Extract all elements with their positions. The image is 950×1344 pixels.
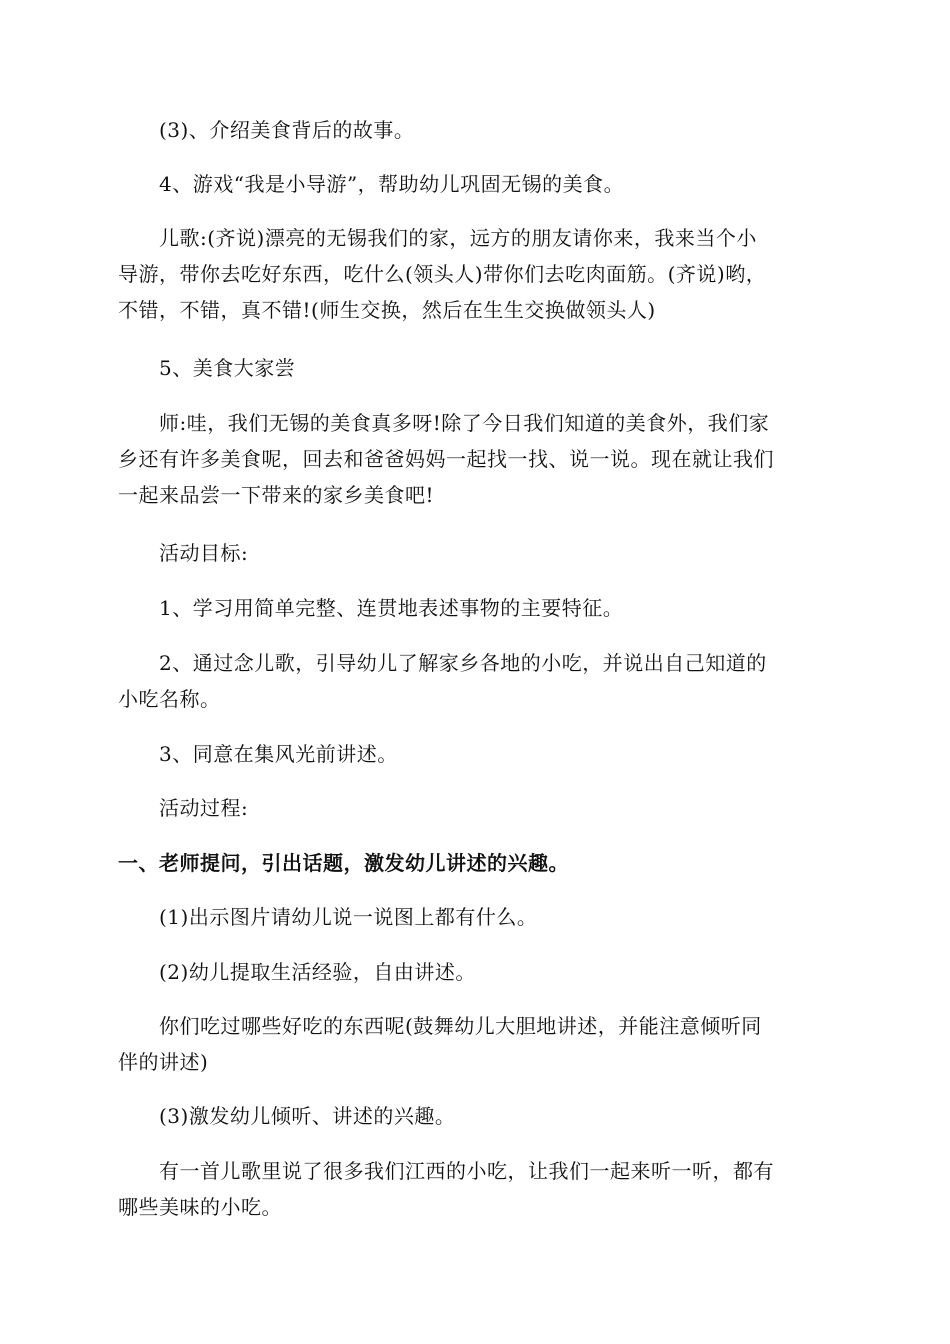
text-line: 哪些美味的小吃。 — [118, 1195, 282, 1219]
paragraph-tour-guide-game — [118, 166, 838, 202]
text-line: 1、学习用简单完整、连贯地表述事物的主要特征。 — [118, 596, 624, 620]
text-line: 有一首儿歌里说了很多我们江西的小吃，让我们一起来听一听，都有 — [118, 1159, 774, 1183]
text-line: (3)激发幼儿倾听、讲述的兴趣。 — [118, 1104, 456, 1128]
paragraph-nursery-rhyme — [118, 220, 838, 328]
text-line: 你们吃过哪些好吃的东西呢(鼓舞幼儿大胆地讲述，并能注意倾听同 — [118, 1014, 762, 1038]
text-line: 2、通过念儿歌，引导幼儿了解家乡各地的小吃，并说出自己知道的 — [118, 651, 767, 675]
paragraph-teacher-speech — [118, 405, 838, 513]
text-line: (1)出示图片请幼儿说一说图上都有什么。 — [118, 905, 538, 929]
paragraph-goal-3 — [118, 736, 838, 772]
text-line: 活动目标: — [118, 541, 249, 565]
paragraph-intro-story — [118, 112, 838, 148]
text-line: 4、游戏“我是小导游”，帮助幼儿巩固无锡的美食。 — [118, 172, 625, 196]
text-line: 5、美食大家尝 — [118, 356, 296, 380]
text-line: 小吃名称。 — [118, 687, 221, 711]
text-line: 一、老师提问，引出话题，激发幼儿讲述的兴趣。 — [118, 851, 569, 875]
text-line: 一起来品尝一下带来的家乡美食吧! — [118, 483, 435, 507]
text-line: 师:哇，我们无锡的美食真多呀!除了今日我们知道的美食外，我们家 — [118, 411, 770, 435]
paragraph-jiangxi-snacks-rhyme — [118, 1153, 838, 1225]
paragraph-taste-food — [118, 350, 838, 386]
text-line: (3)、介绍美食背后的故事。 — [118, 118, 415, 142]
text-line: 活动过程: — [118, 796, 249, 820]
text-line: 不错，不错，真不错!(师生交换，然后在生生交换做领头人) — [118, 298, 656, 322]
paragraph-goal-2 — [118, 645, 838, 717]
paragraph-activity-goals-heading — [118, 535, 838, 571]
text-line: 伴的讲述) — [118, 1050, 209, 1074]
paragraph-goal-1 — [118, 590, 838, 626]
text-line: 乡还有许多美食呢，回去和爸爸妈妈一起找一找、说一说。现在就让我们 — [118, 447, 774, 471]
paragraph-what-have-you-eaten — [118, 1008, 838, 1080]
paragraph-inspire-interest — [118, 1098, 838, 1134]
text-line: (2)幼儿提取生活经验，自由讲述。 — [118, 960, 476, 984]
paragraph-free-narration — [118, 954, 838, 990]
text-line: 3、同意在集风光前讲述。 — [118, 742, 398, 766]
text-line: 儿歌:(齐说)漂亮的无锡我们的家，远方的朋友请你来，我来当个小 — [118, 226, 757, 250]
text-line: 导游，带你去吃好东西，吃什么(领头人)带你们去吃肉面筋。(齐说)哟， — [118, 262, 767, 286]
section-heading-teacher-question — [118, 845, 838, 881]
paragraph-show-pictures — [118, 899, 838, 935]
paragraph-activity-process-heading — [118, 790, 838, 826]
